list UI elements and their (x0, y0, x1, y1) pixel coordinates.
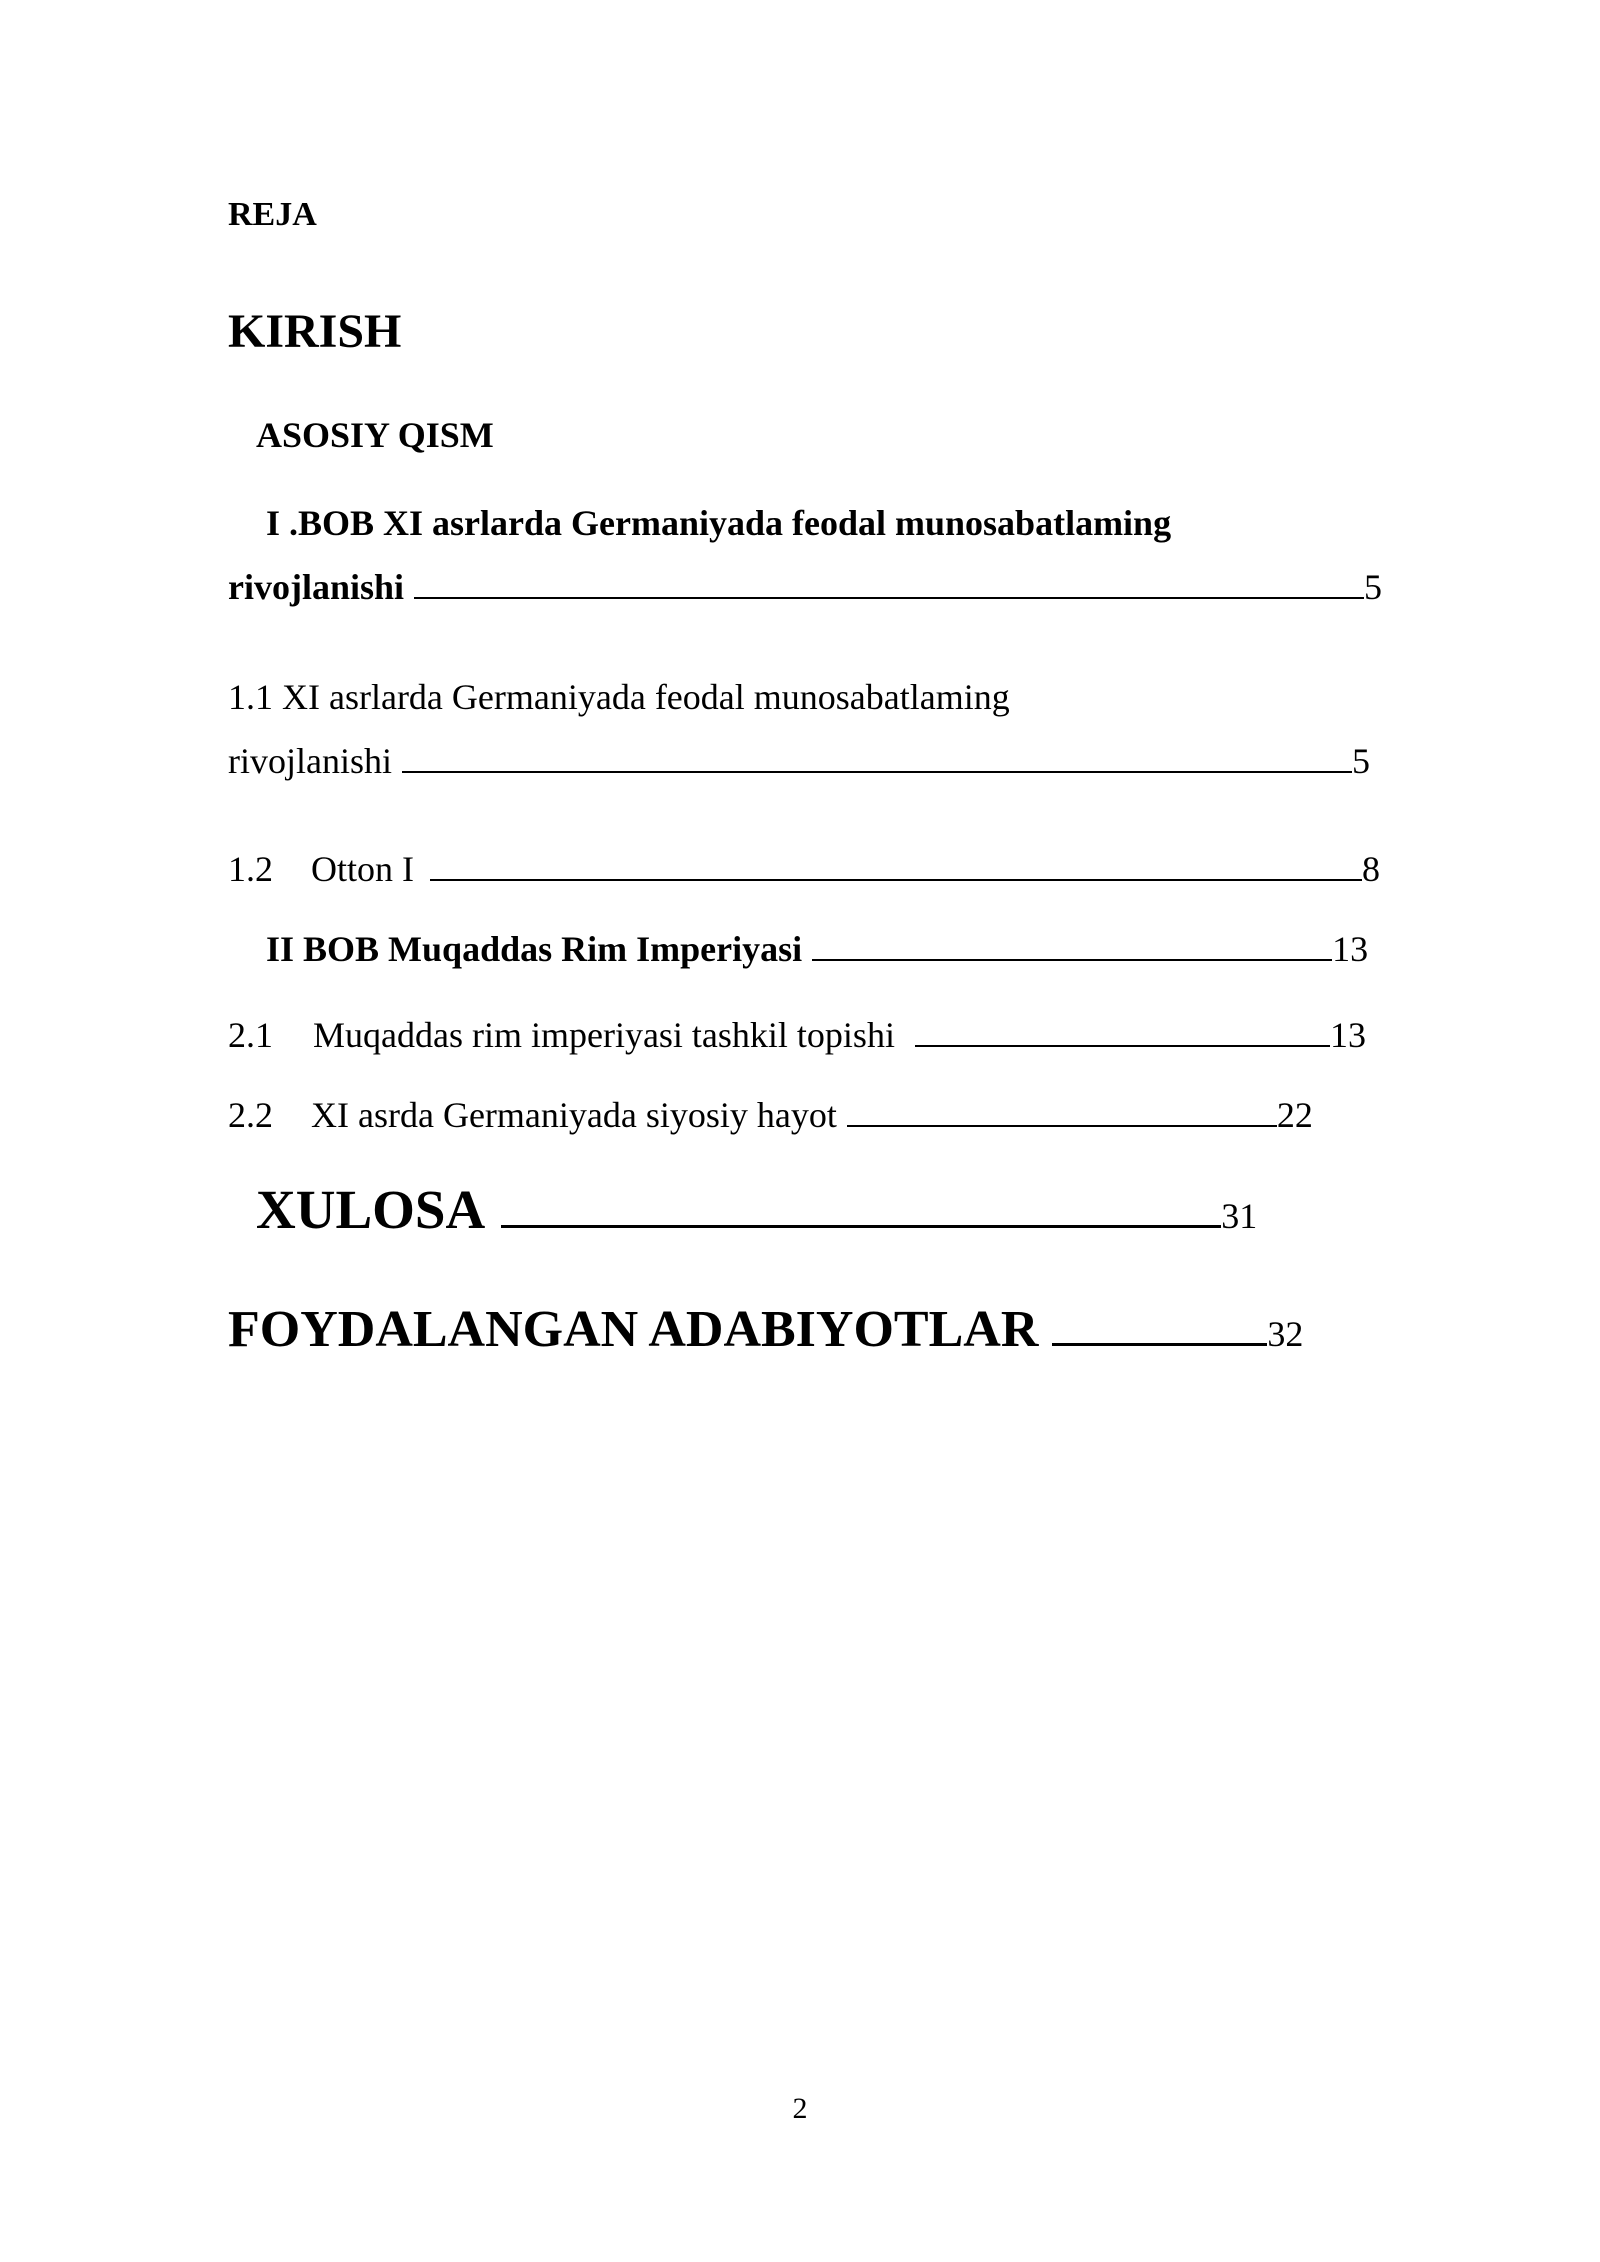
toc-references-entry (228, 1300, 1303, 1359)
toc-s12-leader (430, 879, 1362, 881)
toc-references-leader (1052, 1343, 1267, 1346)
toc-s22-entry (228, 1094, 1313, 1136)
toc-heading: REJA (228, 196, 317, 233)
toc-s12-number: 1.2 (228, 849, 273, 889)
toc-ch1-line1: I .BOB XI asrlarda Germaniyada feodal munosabatlaming (266, 503, 1172, 543)
toc-s11-line1: 1.1 XI asrlarda Germaniyada feodal munosabatlaming (228, 677, 1010, 717)
toc-s12-page: 8 (1362, 849, 1380, 889)
toc-conclusion-title: XULOSA (256, 1179, 486, 1240)
toc-s12-title: Otton I (311, 849, 414, 889)
toc-s22-leader (847, 1125, 1277, 1127)
toc-ch2-entry (266, 928, 1368, 970)
toc-conclusion-leader (501, 1225, 1221, 1228)
toc-references-title: FOYDALANGAN ADABIYOTLAR (228, 1301, 1039, 1358)
toc-s11-page: 5 (1352, 741, 1370, 781)
toc-references-page: 32 (1267, 1314, 1304, 1354)
toc-s22-title: XI asrda Germaniyada siyosiy hayot (311, 1095, 837, 1135)
toc-s11-line2: rivojlanishi (228, 741, 392, 781)
toc-ch1-entry (228, 566, 1382, 608)
toc-ch2-page: 13 (1332, 929, 1369, 969)
toc-ch1-line2: rivojlanishi (228, 567, 405, 607)
toc-s12-entry (228, 848, 1380, 890)
toc-ch2-title: II BOB Muqaddas Rim Imperiyasi (266, 929, 803, 969)
toc-s22-number: 2.2 (228, 1095, 273, 1135)
toc-s21-title: Muqaddas rim imperiyasi tashkil topishi (313, 1015, 895, 1055)
toc-s11-leader (402, 771, 1352, 773)
toc-s21-leader (915, 1045, 1330, 1047)
toc-main-part: ASOSIY QISM (256, 415, 494, 455)
toc-ch1-leader (414, 597, 1364, 599)
toc-s21-entry (228, 1014, 1366, 1056)
toc-ch2-leader (812, 959, 1332, 961)
toc-conclusion-entry (256, 1178, 1257, 1241)
toc-intro: KIRISH (228, 305, 402, 358)
toc-conclusion-page: 31 (1221, 1196, 1258, 1236)
toc-s11-entry (228, 740, 1370, 782)
toc-ch1-page: 5 (1364, 567, 1383, 607)
toc-s21-number: 2.1 (228, 1015, 273, 1055)
page-number: 2 (792, 2092, 808, 2125)
toc-s22-page: 22 (1276, 1095, 1313, 1135)
toc-s21-page: 13 (1329, 1015, 1366, 1055)
